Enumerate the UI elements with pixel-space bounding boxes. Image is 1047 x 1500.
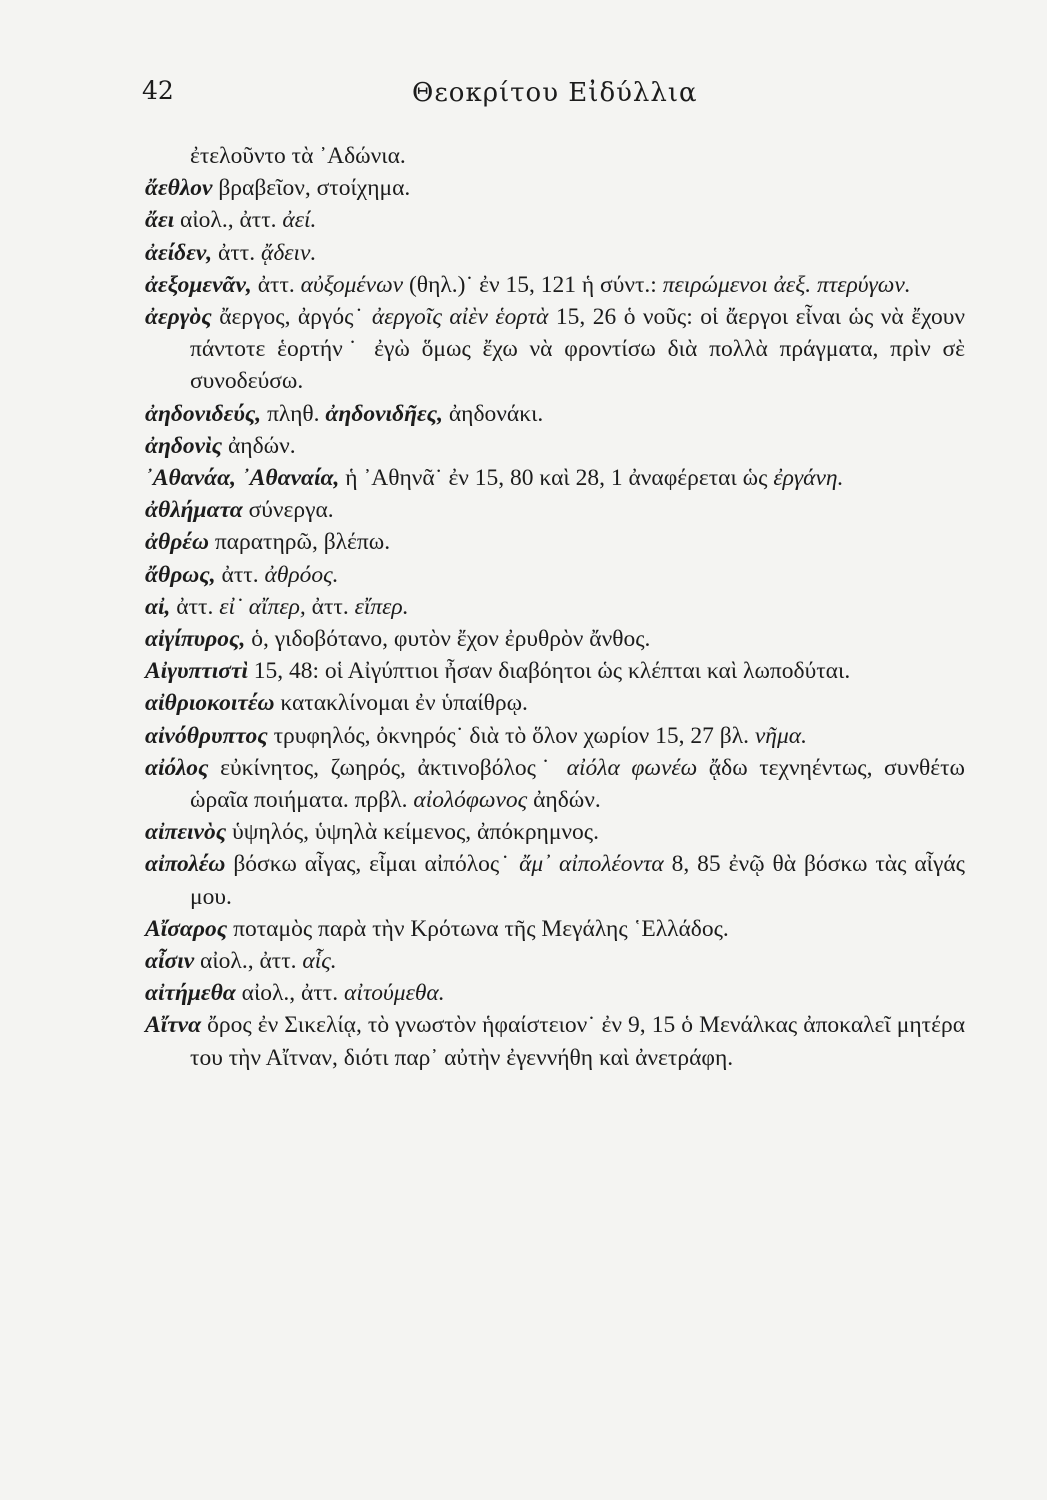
- headword: ᾿Αθανάα, ᾿Αθαναία,: [145, 465, 340, 492]
- glossary-entry: [145, 623, 965, 655]
- definition-text: ᾄδω τεχνηέντως, συνθέτω ὡραῖα ποιήματα. πρβλ.: [190, 754, 965, 814]
- glossary-entry: [145, 494, 965, 526]
- italic-citation: ἐργάνη.: [773, 465, 844, 492]
- definition-text: ἀττ.: [212, 239, 261, 266]
- headword: ἀθλήματα: [145, 497, 243, 524]
- headword: ἀεργὸς: [145, 304, 212, 331]
- glossary-entry: [145, 945, 965, 977]
- italic-citation: νῆμα.: [754, 722, 807, 749]
- definition-text: τρυφηλός, ὀκνηρός˙ διὰ τὸ ὅλον χωρίον 15, 27 βλ.: [267, 722, 755, 749]
- italic-citation: ἀεργοῖς αἰὲν ἑορτὰ: [371, 304, 549, 331]
- headword: Αἴτνα: [145, 1012, 202, 1039]
- italic-citation: εἴπερ.: [354, 593, 409, 620]
- definition-text: (θηλ.)˙ ἐν 15, 121 ἡ σύντ.:: [403, 271, 663, 298]
- definition-text: ἀττ.: [305, 593, 355, 620]
- definition-text: αἰολ., ἀττ.: [174, 207, 283, 234]
- glossary-entry: [145, 301, 965, 398]
- glossary-entry: [145, 462, 965, 494]
- definition-text: ἀττ.: [170, 593, 220, 620]
- headword: ἀείδεν,: [145, 239, 213, 266]
- glossary-entry: [145, 526, 965, 558]
- headword: αἰνόθρυπτος: [145, 722, 268, 749]
- continuation-line: ἐτελοῦντο τὰ ᾿Αδώνια.: [190, 143, 406, 169]
- headword: ἄθρως,: [145, 561, 216, 588]
- headword: αἰπολέω: [145, 851, 226, 878]
- italic-citation: αἰολόφωνος: [413, 787, 528, 814]
- definition-text: ἀττ.: [215, 561, 265, 588]
- italic-citation: αὐξομένων: [300, 271, 404, 298]
- glossary-entry: [145, 1009, 965, 1073]
- definition-text: εὐκίνητος, ζωηρός, ἀκτινοβόλος˙: [208, 754, 567, 781]
- running-title: Θεοκρίτου Εἰδύλλια: [412, 78, 698, 108]
- italic-citation: ἀθρόος.: [264, 561, 339, 588]
- headword: ἀηδονιδῆες,: [325, 400, 443, 427]
- glossary-entry: [145, 687, 965, 719]
- glossary-entry: [145, 655, 965, 687]
- italic-citation: πειρώμενοι ἀεξ. πτερύγων.: [662, 271, 911, 298]
- headword: ἄει: [145, 207, 175, 234]
- italic-citation: ᾄδειν.: [260, 239, 317, 266]
- headword: αἰτήμεθα: [145, 980, 236, 1007]
- definition-text: ἄεργος, ἀργός˙: [211, 304, 372, 331]
- headword: αἰόλος: [145, 754, 209, 781]
- headword: αἰγίπυρος,: [145, 626, 246, 653]
- headword: ἀηδονὶς: [145, 432, 223, 459]
- italic-citation: αἰόλα φωνέω: [566, 754, 698, 781]
- glossary-body: [145, 140, 965, 1074]
- glossary-entry: [145, 848, 965, 912]
- headword: αἶσιν: [145, 948, 195, 975]
- definition-text: ἀηδών.: [527, 787, 601, 814]
- definition-text: αἰολ., ἀττ.: [194, 948, 303, 975]
- headword: ἀθρέω: [145, 529, 209, 556]
- glossary-entry: [145, 591, 965, 623]
- italic-citation: αἰτούμεθα.: [344, 980, 445, 1007]
- definition-text: ἀττ.: [251, 271, 301, 298]
- glossary-entry: [145, 398, 965, 430]
- definition-text: αἰολ., ἀττ.: [235, 980, 344, 1007]
- glossary-entry: [145, 752, 965, 816]
- glossary-entry: [145, 430, 965, 462]
- italic-citation: αἷς.: [302, 948, 337, 975]
- glossary-entry: [145, 559, 965, 591]
- definition-text: ὁ, γιδοβότανο, φυτὸν ἔχον ἐρυθρὸν ἄνθος.: [245, 626, 651, 653]
- italic-citation: εἰ˙ αἴπερ,: [219, 593, 306, 620]
- definition-text: σύνεργα.: [242, 497, 334, 524]
- glossary-entry: [145, 269, 965, 301]
- glossary-entry: [145, 204, 965, 236]
- headword: αἰ,: [145, 593, 171, 620]
- glossary-entry: [145, 977, 965, 1009]
- definition-text: κατακλίνομαι ἐν ὑπαίθρῳ.: [274, 690, 528, 717]
- definition-text: ἡ ᾿Αθηνᾶ˙ ἐν 15, 80 καὶ 28, 1 ἀναφέρεται ὡς: [339, 465, 774, 492]
- definition-text: 8, 85 ἐνῷ θὰ βόσκω τὰς αἶγάς μου.: [190, 851, 965, 910]
- entry-list: [145, 172, 965, 1074]
- definition-text: ὄρος ἐν Σικελίᾳ, τὸ γνωστὸν ἡφαίστειον˙ ἐν 9, 15 ὁ Μενάλκας ἀποκαλεῖ μητέρα του τὴν Αἴτναν, διότι παρ᾿ αὐτὴν ἐγεννήθη καὶ ἀνετράφη.: [190, 1012, 965, 1071]
- page-number: 42: [142, 76, 174, 105]
- italic-citation: ἄμ᾿ αἰπολέοντα: [519, 851, 664, 878]
- headword: αἰπεινὸς: [145, 819, 227, 846]
- definition-text: βόσκω αἶγας, εἶμαι αἰπόλος˙: [225, 851, 520, 878]
- headword: αἰθριοκοιτέω: [145, 690, 275, 717]
- glossary-entry: [145, 237, 965, 269]
- definition-text: βραβεῖον, στοίχημα.: [212, 175, 411, 202]
- definition-text: ποταμὸς παρὰ τὴν Κρότωνα τῆς Μεγάλης ῾Ελλάδος.: [227, 915, 729, 942]
- definition-text: ὑψηλός, ὑψηλὰ κείμενος, ἀπόκρημνος.: [226, 819, 599, 846]
- italic-citation: ἀεί.: [282, 207, 317, 234]
- glossary-entry: [145, 720, 965, 752]
- headword: ἀεξομενᾶν,: [145, 271, 252, 298]
- headword: Αἰγυπτιστὶ: [145, 658, 248, 685]
- headword: ἀηδονιδεύς,: [145, 400, 262, 427]
- definition-text: ἀηδών.: [222, 432, 296, 459]
- headword: ἄεθλον: [145, 175, 213, 202]
- definition-text: πληθ.: [261, 400, 326, 427]
- glossary-entry: [145, 816, 965, 848]
- headword: Αἴσαρος: [145, 915, 228, 942]
- glossary-entry: [145, 172, 965, 204]
- glossary-entry: [145, 913, 965, 945]
- definition-text: 15, 48: οἱ Αἰγύπτιοι ἦσαν διαβόητοι ὡς κλέπται καὶ λωποδύται.: [247, 658, 851, 685]
- definition-text: παρατηρῶ, βλέπω.: [208, 529, 391, 556]
- definition-text: 15, 26 ὁ νοῦς: οἱ ἄεργοι εἶναι ὡς νὰ ἔχουν πάντοτε ἑορτήν˙ ἐγὼ ὅμως ἔχω νὰ φροντίσω διὰ πολλὰ πράγματα, πρὶν σὲ συνοδεύσω.: [190, 304, 966, 395]
- definition-text: ἀηδονάκι.: [443, 400, 544, 427]
